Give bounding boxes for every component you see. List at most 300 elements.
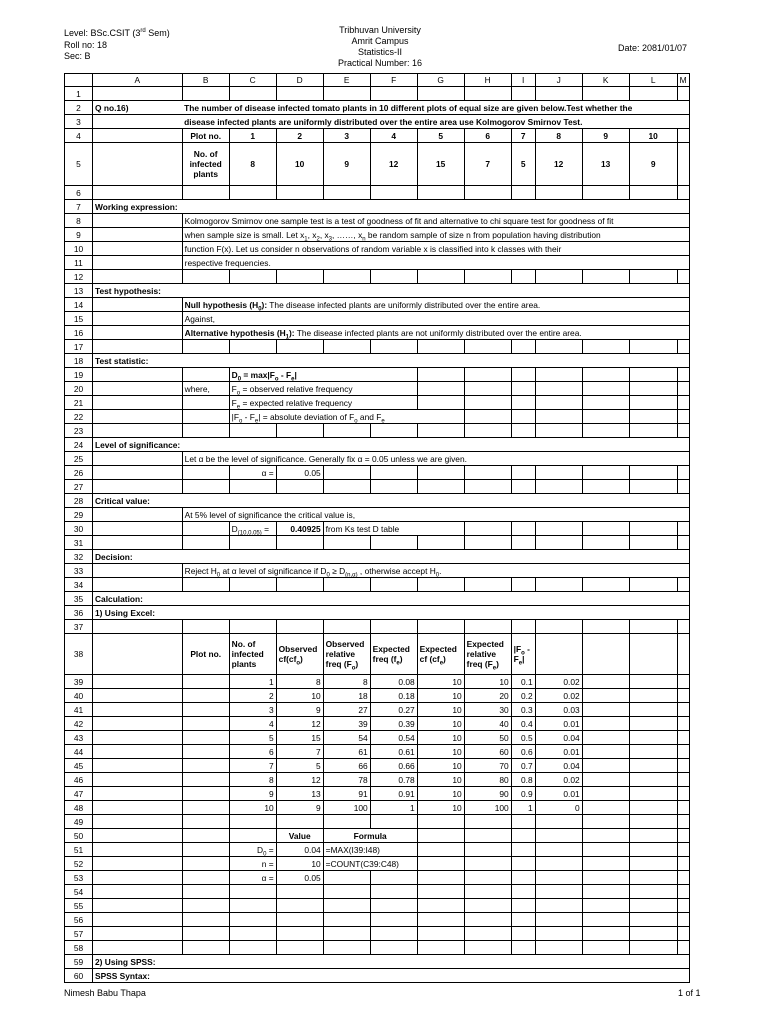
- cell: [417, 829, 464, 843]
- cell: [370, 536, 417, 550]
- sheet-row: [65, 592, 690, 606]
- cell: [93, 703, 183, 717]
- cell: [93, 773, 183, 787]
- n-value: 10: [276, 857, 323, 871]
- cell: [582, 941, 629, 955]
- sheet-row: [65, 242, 690, 256]
- row-number: 12: [65, 270, 93, 284]
- cell: [93, 634, 183, 675]
- row-number: 43: [65, 731, 93, 745]
- where-label: where,: [182, 382, 229, 396]
- cell: [464, 424, 511, 438]
- cell: [417, 941, 464, 955]
- cell: [229, 424, 276, 438]
- row-number: 29: [65, 508, 93, 522]
- cell: [182, 620, 229, 634]
- footer-page-number: 1 of 1: [678, 988, 701, 998]
- cell: [182, 522, 229, 536]
- cell: [511, 857, 535, 871]
- column-header: A: [93, 74, 183, 87]
- subsection-heading: 1) Using Excel:: [93, 606, 183, 620]
- calc-cell: 9: [276, 801, 323, 815]
- cell: [182, 200, 689, 214]
- row-number: 7: [65, 200, 93, 214]
- calc-cell: 0: [535, 801, 582, 815]
- plot-number: 6: [464, 129, 511, 143]
- sheet-row: [65, 536, 690, 550]
- calc-cell: 9: [276, 703, 323, 717]
- question-text: disease infected plants are uniformly distributed over the entire area use Kolmogorov Smirnov Test.: [182, 115, 689, 129]
- cell: [677, 927, 689, 941]
- cell: [417, 396, 464, 410]
- calc-cell: 0.4: [511, 717, 535, 731]
- sheet-row: [65, 129, 690, 143]
- row-number: 55: [65, 899, 93, 913]
- cell: [229, 480, 276, 494]
- cell: [229, 941, 276, 955]
- sheet-row: [65, 340, 690, 354]
- cell: [582, 829, 629, 843]
- cell: [629, 480, 677, 494]
- cell: [93, 564, 183, 578]
- cell: [535, 87, 582, 101]
- cell: [93, 857, 183, 871]
- row-number: 8: [65, 214, 93, 228]
- cell: [182, 466, 229, 480]
- cell: [417, 885, 464, 899]
- cell: [511, 927, 535, 941]
- against-text: Against,: [182, 312, 689, 326]
- sheet-row: [65, 508, 690, 522]
- infected-label: No. of infected plants: [182, 143, 229, 186]
- row-number: 44: [65, 745, 93, 759]
- subsection-heading: SPSS Syntax:: [93, 969, 183, 983]
- cell: [229, 186, 276, 200]
- cell: [629, 913, 677, 927]
- calc-cell: 12: [276, 717, 323, 731]
- cell: [511, 396, 535, 410]
- n-label: n =: [229, 857, 276, 871]
- spreadsheet: [64, 73, 690, 983]
- cell: [276, 340, 323, 354]
- cell: [582, 270, 629, 284]
- calc-cell: 60: [464, 745, 511, 759]
- cell: [229, 536, 276, 550]
- cell: [535, 396, 582, 410]
- cell: [182, 186, 229, 200]
- row-number: 9: [65, 228, 93, 242]
- calc-cell: 0.8: [511, 773, 535, 787]
- row-number: 21: [65, 396, 93, 410]
- cell: [182, 480, 229, 494]
- cell: [182, 703, 229, 717]
- cell: [582, 815, 629, 829]
- cell: [182, 955, 689, 969]
- sheet-row: [65, 857, 690, 871]
- calc-cell: 0.5: [511, 731, 535, 745]
- cell: [276, 913, 323, 927]
- cell: [629, 368, 677, 382]
- row-number: 2: [65, 101, 93, 115]
- cell: [229, 899, 276, 913]
- calc-cell: 0.3: [511, 703, 535, 717]
- cell: [417, 620, 464, 634]
- cell: [276, 927, 323, 941]
- cell: [677, 871, 689, 885]
- critical-source: from Ks test D table: [323, 522, 464, 536]
- cell: [511, 941, 535, 955]
- cell: [582, 522, 629, 536]
- cell: [535, 927, 582, 941]
- cell: [464, 578, 511, 592]
- calc-cell: 0.7: [511, 759, 535, 773]
- calc-cell: 0.39: [370, 717, 417, 731]
- cell: [629, 787, 677, 801]
- cell: [464, 340, 511, 354]
- calc-cell: 10: [417, 773, 464, 787]
- row-number: 51: [65, 843, 93, 857]
- cell: [229, 913, 276, 927]
- sheet-row: [65, 326, 690, 340]
- working-text: function F(x). Let us consider n observations of random variable x is classified into k classes with their: [182, 242, 689, 256]
- cell: [93, 717, 183, 731]
- cell: [93, 508, 183, 522]
- cell: [511, 340, 535, 354]
- cell: [182, 284, 689, 298]
- cell: [93, 731, 183, 745]
- cell: [535, 466, 582, 480]
- cell: [677, 270, 689, 284]
- cell: [93, 829, 183, 843]
- cell: [182, 787, 229, 801]
- sheet-row: [65, 550, 690, 564]
- calc-cell: 18: [323, 689, 370, 703]
- row-number: 18: [65, 354, 93, 368]
- calc-cell: 10: [464, 675, 511, 689]
- calc-cell: 0.04: [535, 759, 582, 773]
- cell: [535, 941, 582, 955]
- cell: [629, 829, 677, 843]
- critical-label: $D_{(10,0.05)}$ =: [229, 522, 276, 536]
- sheet-row: [65, 228, 690, 242]
- cell: [535, 536, 582, 550]
- row-number: 14: [65, 298, 93, 312]
- cell: [677, 340, 689, 354]
- cell: [93, 228, 183, 242]
- cell: [629, 466, 677, 480]
- alternative-hypothesis: Alternative hypothesis $(H_1)$: The disease infected plants are not uniformly distributed over the entire area.: [182, 326, 689, 340]
- cell: [582, 731, 629, 745]
- cell: [511, 87, 535, 101]
- sheet-row: [65, 186, 690, 200]
- infected-count: 12: [535, 143, 582, 186]
- cell: [323, 927, 370, 941]
- cell: [629, 689, 677, 703]
- sheet-row: [65, 143, 690, 186]
- cell: [182, 927, 229, 941]
- cell: [182, 438, 689, 452]
- cell: [182, 396, 229, 410]
- cell: [276, 186, 323, 200]
- cell: [93, 410, 183, 424]
- cell: [629, 927, 677, 941]
- cell: [464, 620, 511, 634]
- calc-cell: 0.54: [370, 731, 417, 745]
- plot-number: 4: [370, 129, 417, 143]
- calc-cell: 8: [323, 675, 370, 689]
- cell: [370, 620, 417, 634]
- cell: [417, 424, 464, 438]
- cell: [535, 815, 582, 829]
- cell: [182, 759, 229, 773]
- cell: [535, 899, 582, 913]
- cell: [93, 787, 183, 801]
- column-header: F: [370, 74, 417, 87]
- calc-cell: 61: [323, 745, 370, 759]
- alpha-label: α =: [229, 871, 276, 885]
- cell: [182, 871, 229, 885]
- cell: [323, 340, 370, 354]
- cell: [182, 87, 229, 101]
- cell: [370, 927, 417, 941]
- cell: [93, 396, 183, 410]
- sheet-row: [65, 522, 690, 536]
- sheet-row: [65, 606, 690, 620]
- cell: [677, 731, 689, 745]
- cell: [182, 410, 229, 424]
- infected-count: 8: [229, 143, 276, 186]
- cell: [93, 689, 183, 703]
- definition: $F_e$ = expected relative frequency: [229, 396, 417, 410]
- cell: [629, 522, 677, 536]
- sheet-row: [65, 494, 690, 508]
- column-header: B: [182, 74, 229, 87]
- row-number: 17: [65, 340, 93, 354]
- sheet-row: [65, 368, 690, 382]
- calc-cell: 91: [323, 787, 370, 801]
- cell: [323, 466, 370, 480]
- cell: [677, 536, 689, 550]
- cell: [464, 941, 511, 955]
- cell: [629, 410, 677, 424]
- cell: [582, 340, 629, 354]
- cell: [370, 186, 417, 200]
- cell: [229, 927, 276, 941]
- calc-cell: 7: [229, 759, 276, 773]
- alpha-value: 0.05: [276, 871, 323, 885]
- question-label: Q no.16): [93, 101, 183, 115]
- cell: [93, 115, 183, 129]
- row-number: 23: [65, 424, 93, 438]
- cell: [677, 87, 689, 101]
- cell: [417, 368, 464, 382]
- definition: $F_o$ = observed relative frequency: [229, 382, 417, 396]
- calc-cell: 10: [417, 703, 464, 717]
- working-text: when sample size is small. Let $x_1$, $x_2$, $x_3$, ……, $x_n$ be random sample of size n from population having distribution: [182, 228, 689, 242]
- cell: [535, 857, 582, 871]
- cell: [511, 382, 535, 396]
- cell: [93, 675, 183, 689]
- cell: [93, 452, 183, 466]
- cell: [370, 941, 417, 955]
- calc-cell: 10: [417, 759, 464, 773]
- cell: [464, 815, 511, 829]
- cell: [582, 773, 629, 787]
- infected-count: 9: [629, 143, 677, 186]
- cell: [93, 424, 183, 438]
- row-number: 3: [65, 115, 93, 129]
- cell: [417, 270, 464, 284]
- row-number: 37: [65, 620, 93, 634]
- null-hypothesis: Null hypothesis $(H_0)$: The disease infected plants are uniformly distributed over the entire area.: [182, 298, 689, 312]
- cell: [370, 270, 417, 284]
- sheet-row: [65, 885, 690, 899]
- column-header: I: [511, 74, 535, 87]
- column-header: K: [582, 74, 629, 87]
- cell: [93, 815, 183, 829]
- cell: [93, 941, 183, 955]
- cell: [370, 885, 417, 899]
- cell: [677, 787, 689, 801]
- sheet-row: [65, 564, 690, 578]
- cell: [276, 899, 323, 913]
- cell: [464, 843, 511, 857]
- row-number: 31: [65, 536, 93, 550]
- cell: [582, 634, 629, 675]
- cell: [182, 773, 229, 787]
- row-number: 40: [65, 689, 93, 703]
- cell: [464, 522, 511, 536]
- section-heading: Working expression:: [93, 200, 183, 214]
- cell: [629, 717, 677, 731]
- cell: [677, 522, 689, 536]
- cell: [582, 857, 629, 871]
- cell: [323, 87, 370, 101]
- cell: [323, 913, 370, 927]
- practical-number: Practical Number: 16: [337, 58, 423, 68]
- cell: [93, 885, 183, 899]
- cell: [582, 424, 629, 438]
- row-number: 48: [65, 801, 93, 815]
- cell: [93, 186, 183, 200]
- cell: [464, 480, 511, 494]
- sheet-row: [65, 200, 690, 214]
- column-header: J: [535, 74, 582, 87]
- cell: [182, 801, 229, 815]
- cell: [677, 578, 689, 592]
- cell: [511, 899, 535, 913]
- cell: [677, 759, 689, 773]
- row-number: 39: [65, 675, 93, 689]
- calc-cell: 0.01: [535, 717, 582, 731]
- cell: [276, 620, 323, 634]
- cell: [677, 186, 689, 200]
- cell: [182, 536, 229, 550]
- cell: [182, 731, 229, 745]
- cell: [182, 494, 689, 508]
- cell: [582, 899, 629, 913]
- cell: [511, 913, 535, 927]
- sheet-row: [65, 466, 690, 480]
- cell: [370, 480, 417, 494]
- sheet-row: [65, 270, 690, 284]
- table-header-observed-relative: Observed relative freq $(F_o)$: [323, 634, 370, 675]
- calc-cell: 12: [276, 773, 323, 787]
- row-number: 25: [65, 452, 93, 466]
- calc-cell: 1: [511, 801, 535, 815]
- sheet-row: [65, 382, 690, 396]
- cell: [182, 857, 229, 871]
- cell: [629, 396, 677, 410]
- sheet-row: [65, 731, 690, 745]
- cell: [93, 129, 183, 143]
- column-header: E: [323, 74, 370, 87]
- cell: [535, 885, 582, 899]
- calc-cell: 5: [229, 731, 276, 745]
- cell: [182, 689, 229, 703]
- row-number: 59: [65, 955, 93, 969]
- cell: [323, 941, 370, 955]
- level-text: Level: BSc.CSIT (3rd Sem): [64, 28, 170, 38]
- cell: [511, 885, 535, 899]
- sheet-row: [65, 969, 690, 983]
- cell: [276, 424, 323, 438]
- cell: [582, 689, 629, 703]
- sheet-row: [65, 941, 690, 955]
- calc-cell: 10: [417, 717, 464, 731]
- sheet-row: [65, 424, 690, 438]
- working-text: respective frequencies.: [182, 256, 689, 270]
- cell: [182, 969, 689, 983]
- working-text: Kolmogorov Smirnov one sample test is a test of goodness of fit and alternative to chi square test for goodness of fit: [182, 214, 689, 228]
- cell: [511, 186, 535, 200]
- cell: [93, 536, 183, 550]
- sheet-row: [65, 843, 690, 857]
- cell: [182, 675, 229, 689]
- cell: [535, 340, 582, 354]
- cell: [677, 717, 689, 731]
- plot-label: Plot no.: [182, 129, 229, 143]
- footer-author: Nimesh Babu Thapa: [64, 988, 146, 998]
- cell: [582, 578, 629, 592]
- cell: [535, 368, 582, 382]
- calc-cell: 0.6: [511, 745, 535, 759]
- cell: [464, 899, 511, 913]
- cell: [582, 717, 629, 731]
- cell: [323, 578, 370, 592]
- infected-count: 9: [323, 143, 370, 186]
- cell: [93, 340, 183, 354]
- cell: [182, 592, 689, 606]
- row-number: 20: [65, 382, 93, 396]
- sheet-row: [65, 801, 690, 815]
- row-number: 33: [65, 564, 93, 578]
- sheet-row: [65, 787, 690, 801]
- cell: [182, 913, 229, 927]
- calc-cell: 50: [464, 731, 511, 745]
- cell: [582, 410, 629, 424]
- cell: [464, 270, 511, 284]
- calc-cell: 0.78: [370, 773, 417, 787]
- section-heading: Test hypothesis:: [93, 284, 183, 298]
- row-number: 19: [65, 368, 93, 382]
- infected-count: 13: [582, 143, 629, 186]
- cell: [677, 382, 689, 396]
- cell: [629, 270, 677, 284]
- sheet-row: [65, 396, 690, 410]
- university-name: Tribhuvan University: [339, 25, 421, 35]
- calc-cell: 8: [276, 675, 323, 689]
